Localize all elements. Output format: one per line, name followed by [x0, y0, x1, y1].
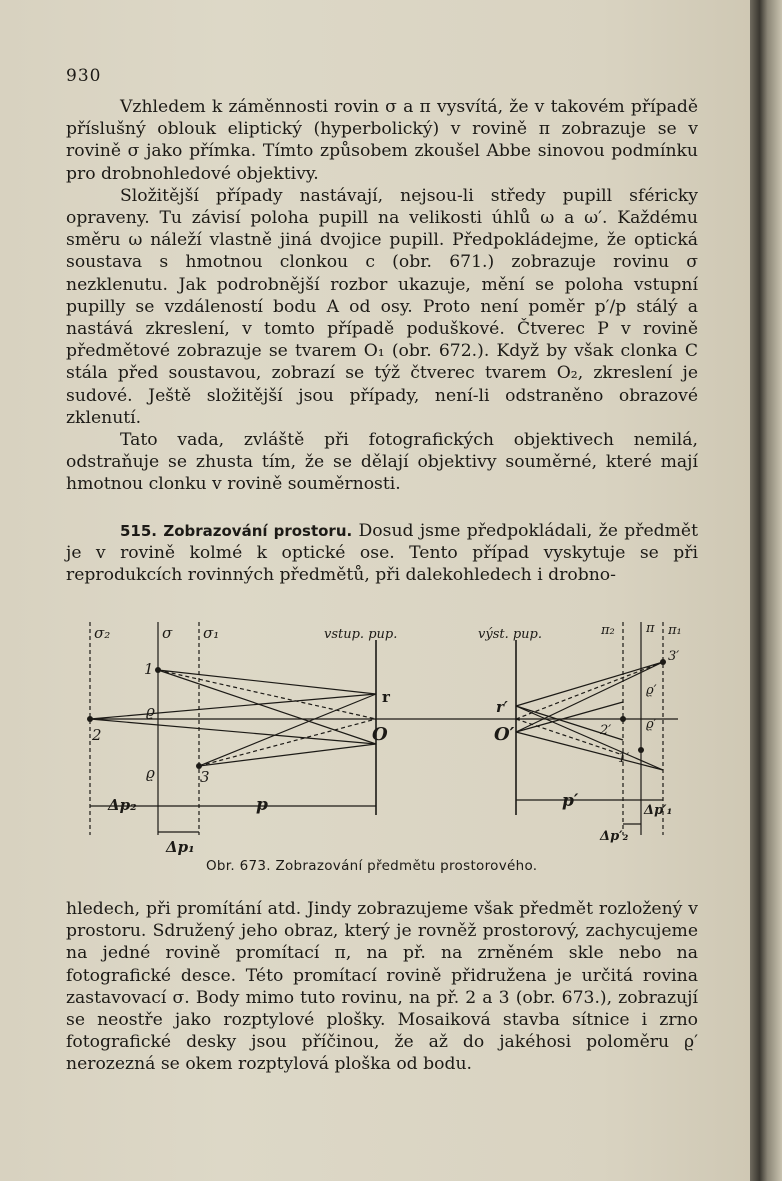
ray [158, 670, 376, 694]
book-binding-edge [750, 0, 782, 1181]
page-number: 930 [66, 66, 102, 86]
label-dp2: Δp₂ [108, 796, 137, 814]
label-p-prime: p′ [562, 791, 579, 811]
label-sigma1: σ₁ [203, 624, 220, 642]
label-sigma: σ [162, 624, 173, 642]
ray [90, 719, 376, 744]
label-point-3: 3 [200, 768, 210, 786]
label-rho-prime-2: ϱ′ [646, 717, 657, 732]
point-3-prime [660, 659, 666, 665]
label-p: p [256, 795, 268, 815]
label-pi: π [646, 621, 655, 636]
chief-ray [199, 719, 376, 766]
paragraph-abbe: Vzhledem k záměnnosti rovin σ a π vysvítá, že v takovém případě příslušný oblouk eliptický (hyperbolický) v rovině π zobrazuje se v rovině σ jako přímka. Tímto způsobem zkoušel Abbe sinovou podmínku pro drobnohledové objektivy. [66, 97, 698, 184]
label-point-2-prime: 2′ [600, 723, 612, 738]
label-point-2: 2 [92, 726, 102, 744]
label-r-prime: r′ [496, 698, 508, 716]
section-paragraph [66, 520, 698, 587]
point-2-prime [620, 716, 626, 722]
label-dp1-prime: Δp′₁ [644, 803, 673, 818]
label-rho-prime: ϱ′ [646, 683, 657, 698]
label-point-1-prime: 1′ [618, 751, 630, 766]
label-entrance-pupil: vstup. pup. [324, 627, 398, 642]
paragraph-pupils: Složitější případy nastávají, nejsou-li středy pupill sféricky opraveny. Tu závisí poloha pupill na velikosti úhlů ω a ω′. Každému směru ω náleží vlastně jiná dvojice pupill. Předpokládejme, že optická soustava s hmotnou clonkou c (obr. 671.) zobrazuje rovinu σ nezklenutu. Jak podrobnější rozbor ukazuje, mění se poloha vstupní pupilly se vzdáleností bodu A od osy. Proto není poměr p′/p stálý a nastává zkreslení, v tomto případě poduškové. Čtverec P v rovině předmětové zobrazuje se tvarem O₁ (obr. 672.). Když by však clonka C stála před soustavou, zobrazí se týž čtverec tvarem O₂, zkreslení je sudové. Ještě složitější jsou případy, není-li odstraněno obrazové zklenutí. [66, 185, 698, 428]
label-dp2-prime: Δp′₂ [600, 829, 629, 844]
optical-diagram [78, 610, 698, 860]
paragraph-continued: hledech, při promítání atd. Jindy zobrazujeme však předmět rozložený v prostoru. Sdružený jeho obraz, který je rovněž prostorový, zachycujeme na jedné rovině promítací π, na př. na zrněném skle nebo na fotografické desce. Této promítací rovině přidružena je určitá rovina zastavovací σ. Body mimo tuto rovinu, na př. 2 a 3 (obr. 673.), zobrazují se neostře jako rozptylové plošky. Mosaiková stavba sítnice i zrno fotografické desky jsou příčinou, že až do jakéhosi poloměru ϱ′ nerozezná se okem rozptylová ploška od bodu. [66, 899, 698, 1075]
label-sigma2: σ₂ [94, 624, 111, 642]
figure-caption: Obr. 673. Zobrazování předmětu prostorového. [206, 858, 538, 874]
label-rho-lower: ϱ [146, 764, 155, 782]
bottom-text-block [66, 898, 698, 1076]
point-1-prime [638, 747, 644, 753]
top-text-block [66, 96, 698, 496]
label-exit-pupil: výst. pup. [478, 627, 542, 642]
section-title: Zobrazování prostoru. [163, 522, 353, 540]
label-point-1: 1 [144, 660, 154, 678]
label-point-3-prime: 3′ [668, 649, 680, 664]
label-pi2: π₂ [601, 623, 615, 638]
label-O-prime: O′ [494, 724, 515, 745]
point-1 [155, 667, 161, 673]
label-rho: ϱ [146, 702, 155, 720]
label-r: r [382, 688, 390, 706]
ray [90, 694, 376, 719]
label-O: O [372, 724, 388, 745]
paragraph-symmetric: Tato vada, zvláště při fotografických objektivech nemilá, odstraňuje se zhusta tím, že se dělají objektivy souměrné, které mají hmotnou clonku v rovině souměrnosti. [66, 430, 698, 495]
figure-673 [78, 610, 698, 860]
section-number: 515. [120, 522, 158, 540]
point-2 [87, 716, 93, 722]
section-515 [66, 520, 698, 587]
label-dp1: Δp₁ [166, 838, 195, 856]
section-text: Dosud jsme předpokládali, že předmět je v rovině kolmé k optické ose. Tento případ vyskytuje se při reprodukcích rovinných předmětů, při dalekohledech i drobno- [66, 521, 698, 586]
chief-ray [158, 670, 376, 719]
label-pi1: π₁ [668, 623, 682, 638]
